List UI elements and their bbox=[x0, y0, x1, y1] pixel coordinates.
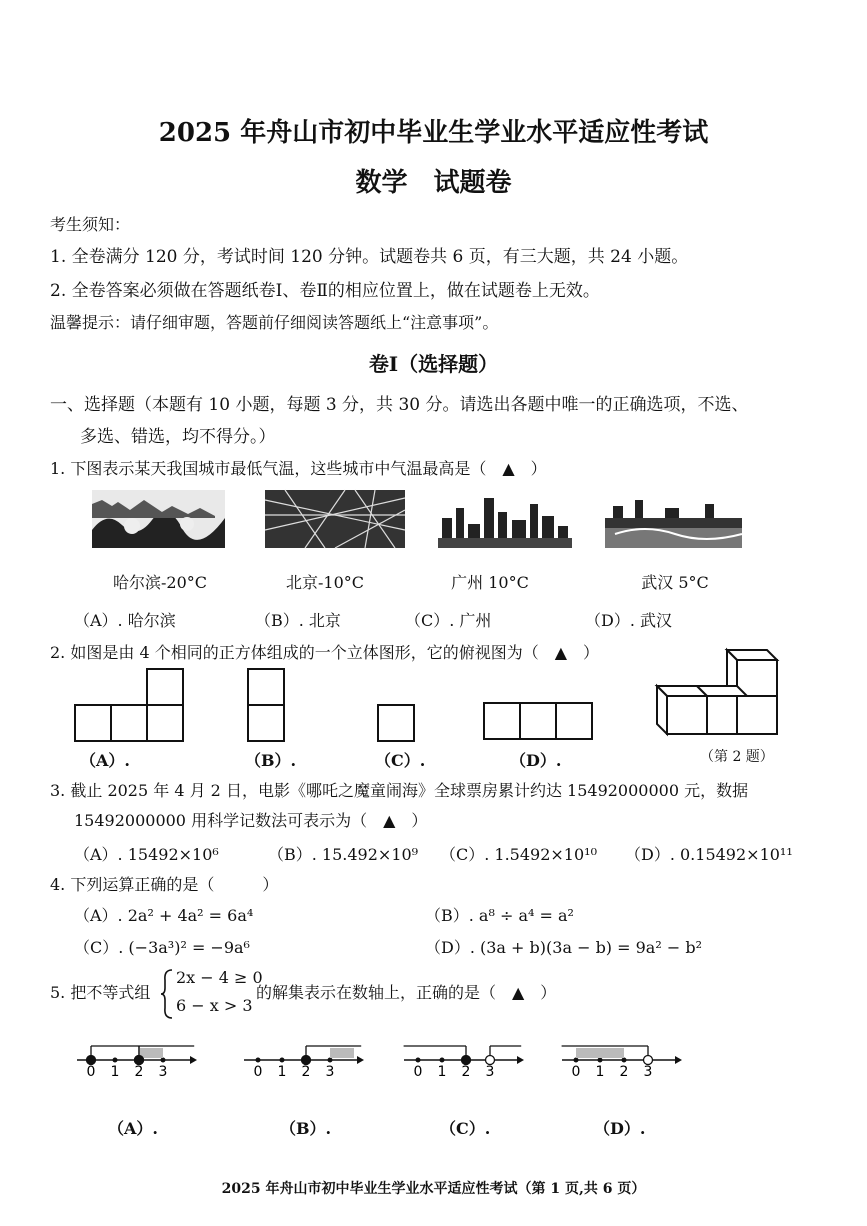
solution-shade bbox=[330, 1048, 354, 1058]
tick-dot bbox=[113, 1058, 118, 1063]
q2-view-c bbox=[377, 704, 417, 744]
q2-option-a: （A）. bbox=[80, 751, 130, 770]
axis-arrow bbox=[357, 1056, 364, 1064]
tick-label: 1 bbox=[595, 1064, 605, 1080]
q5-option-b: （B）. bbox=[280, 1119, 332, 1138]
notice-item-2: 2. 全卷答案必须做在答题纸卷Ⅰ、卷Ⅱ的相应位置上，做在试题卷上无效。 bbox=[50, 281, 600, 301]
open-endpoint bbox=[644, 1056, 653, 1065]
q3-stem-line2: 15492000000 用科学记数法可表示为（ ▲ ） bbox=[74, 811, 428, 830]
tick-label: 3 bbox=[325, 1064, 335, 1080]
q1-option-b: （B）. 北京 bbox=[255, 611, 341, 630]
q2-view-d bbox=[483, 702, 595, 742]
q5-inequality-2: 6 − x > 3 bbox=[176, 996, 253, 1015]
exam-subtitle: 数学 试题卷 bbox=[355, 168, 512, 198]
tick-dot bbox=[328, 1058, 333, 1063]
closed-endpoint bbox=[135, 1056, 144, 1065]
harbin-photo bbox=[92, 490, 225, 548]
q1-caption-guangzhou: 广州 10°C bbox=[451, 573, 529, 592]
axis-arrow bbox=[190, 1056, 197, 1064]
q3-option-d: （D）. 0.15492×10¹¹ bbox=[625, 845, 793, 864]
closed-endpoint bbox=[462, 1056, 471, 1065]
tick-label: 3 bbox=[158, 1064, 168, 1080]
tick-label: 1 bbox=[437, 1064, 447, 1080]
tick-dot bbox=[161, 1058, 166, 1063]
q5-option-d: （D）. bbox=[594, 1119, 646, 1138]
q2-option-c: （C）. bbox=[375, 751, 426, 770]
q1-caption-harbin: 哈尔滨-20°C bbox=[112, 573, 207, 592]
beijing-photo bbox=[265, 490, 405, 548]
guangzhou-photo bbox=[438, 490, 572, 548]
q5-numberline-c bbox=[402, 1030, 527, 1082]
q2-option-d: （D）. bbox=[510, 751, 562, 770]
q1-stem: 1. 下图表示某天我国城市最低气温，这些城市中气温最高是（ ▲ ） bbox=[50, 459, 547, 478]
tick-dot bbox=[416, 1058, 421, 1063]
q5-inequality-1: 2x − 4 ≥ 0 bbox=[176, 968, 263, 987]
q5-stem-suffix: 的解集表示在数轴上，正确的是（ ▲ ） bbox=[256, 983, 557, 1002]
tick-label: 0 bbox=[413, 1064, 423, 1080]
tick-label: 0 bbox=[253, 1064, 263, 1080]
q3-option-a: （A）. 15492×10⁶ bbox=[74, 845, 219, 864]
section-title: 卷Ⅰ（选择题） bbox=[368, 352, 499, 376]
q1-option-c: （C）. 广州 bbox=[405, 611, 492, 630]
q1-caption-wuhan: 武汉 5°C bbox=[641, 573, 709, 592]
q5-option-a: （A）. bbox=[108, 1119, 158, 1138]
section-intro-line2: 多选、错选，均不得分。） bbox=[80, 427, 276, 447]
q5-numberline-d bbox=[560, 1030, 685, 1082]
tick-label: 2 bbox=[134, 1064, 144, 1080]
tick-dot bbox=[256, 1058, 261, 1063]
q2-view-b bbox=[247, 668, 287, 742]
tick-label: 2 bbox=[301, 1064, 311, 1080]
q3-option-c: （C）. 1.5492×10¹⁰ bbox=[440, 845, 597, 864]
q4-option-b: （B）. a⁸ ÷ a⁴ = a² bbox=[425, 906, 574, 925]
q5-numberline-a bbox=[75, 1030, 200, 1082]
q1-option-a: （A）. 哈尔滨 bbox=[74, 611, 176, 630]
q4-option-c: （C）. (−3a³)² = −9a⁶ bbox=[74, 938, 250, 957]
q4-stem: 4. 下列运算正确的是（ ） bbox=[50, 875, 279, 894]
q4-option-a: （A）. 2a² + 4a² = 6a⁴ bbox=[74, 906, 254, 925]
wuhan-photo bbox=[605, 500, 742, 548]
tick-label: 1 bbox=[277, 1064, 287, 1080]
q5-option-c: （C）. bbox=[440, 1119, 491, 1138]
tick-label: 0 bbox=[86, 1064, 96, 1080]
tick-label: 2 bbox=[619, 1064, 629, 1080]
tick-dot bbox=[598, 1058, 603, 1063]
tick-label: 3 bbox=[485, 1064, 495, 1080]
q5-brace bbox=[160, 968, 174, 1020]
closed-endpoint bbox=[302, 1056, 311, 1065]
open-endpoint bbox=[486, 1056, 495, 1065]
axis-arrow bbox=[517, 1056, 524, 1064]
q3-option-b: （B）. 15.492×10⁹ bbox=[268, 845, 419, 864]
q5-stem-prefix: 5. 把不等式组 bbox=[50, 983, 151, 1002]
tick-label: 1 bbox=[110, 1064, 120, 1080]
tick-label: 0 bbox=[571, 1064, 581, 1080]
exam-title: 2025 年舟山市初中毕业生学业水平适应性考试 bbox=[158, 118, 709, 148]
q5-numberline-b bbox=[242, 1030, 367, 1082]
axis-arrow bbox=[675, 1056, 682, 1064]
q4-option-d: （D）. (3a + b)(3a − b) = 9a² − b² bbox=[425, 938, 702, 957]
q2-figure-caption: （第 2 题） bbox=[700, 749, 774, 765]
notice-item-1: 1. 全卷满分 120 分，考试时间 120 分钟。试题卷共 6 页，有三大题，共 24 小题。 bbox=[50, 247, 689, 267]
closed-endpoint bbox=[87, 1056, 96, 1065]
q2-option-b: （B）. bbox=[245, 751, 297, 770]
q2-solid-figure bbox=[655, 648, 780, 738]
tick-dot bbox=[440, 1058, 445, 1063]
q2-view-a bbox=[74, 668, 186, 742]
page-footer: 2025 年舟山市初中毕业生学业水平适应性考试（第 1 页,共 6 页） bbox=[221, 1181, 646, 1197]
section-intro-line1: 一、选择题（本题有 10 小题，每题 3 分，共 30 分。请选出各题中唯一的正确选项，不选、 bbox=[50, 395, 749, 415]
tick-label: 3 bbox=[643, 1064, 653, 1080]
tick-dot bbox=[574, 1058, 579, 1063]
notice-tip: 温馨提示：请仔细审题，答题前仔细阅读答题纸上“注意事项”。 bbox=[50, 313, 499, 332]
tick-dot bbox=[622, 1058, 627, 1063]
q3-stem-line1: 3. 截止 2025 年 4 月 2 日，电影《哪吒之魔童闹海》全球票房累计约达 15492000000 元，数据 bbox=[50, 781, 749, 800]
q1-option-d: （D）. 武汉 bbox=[585, 611, 673, 630]
q1-caption-beijing: 北京-10°C bbox=[285, 573, 364, 592]
q2-stem: 2. 如图是由 4 个相同的正方体组成的一个立体图形，它的俯视图为（ ▲ ） bbox=[50, 643, 600, 662]
tick-dot bbox=[280, 1058, 285, 1063]
solution-shade bbox=[576, 1048, 624, 1058]
notice-heading: 考生须知： bbox=[50, 215, 131, 234]
tick-label: 2 bbox=[461, 1064, 471, 1080]
